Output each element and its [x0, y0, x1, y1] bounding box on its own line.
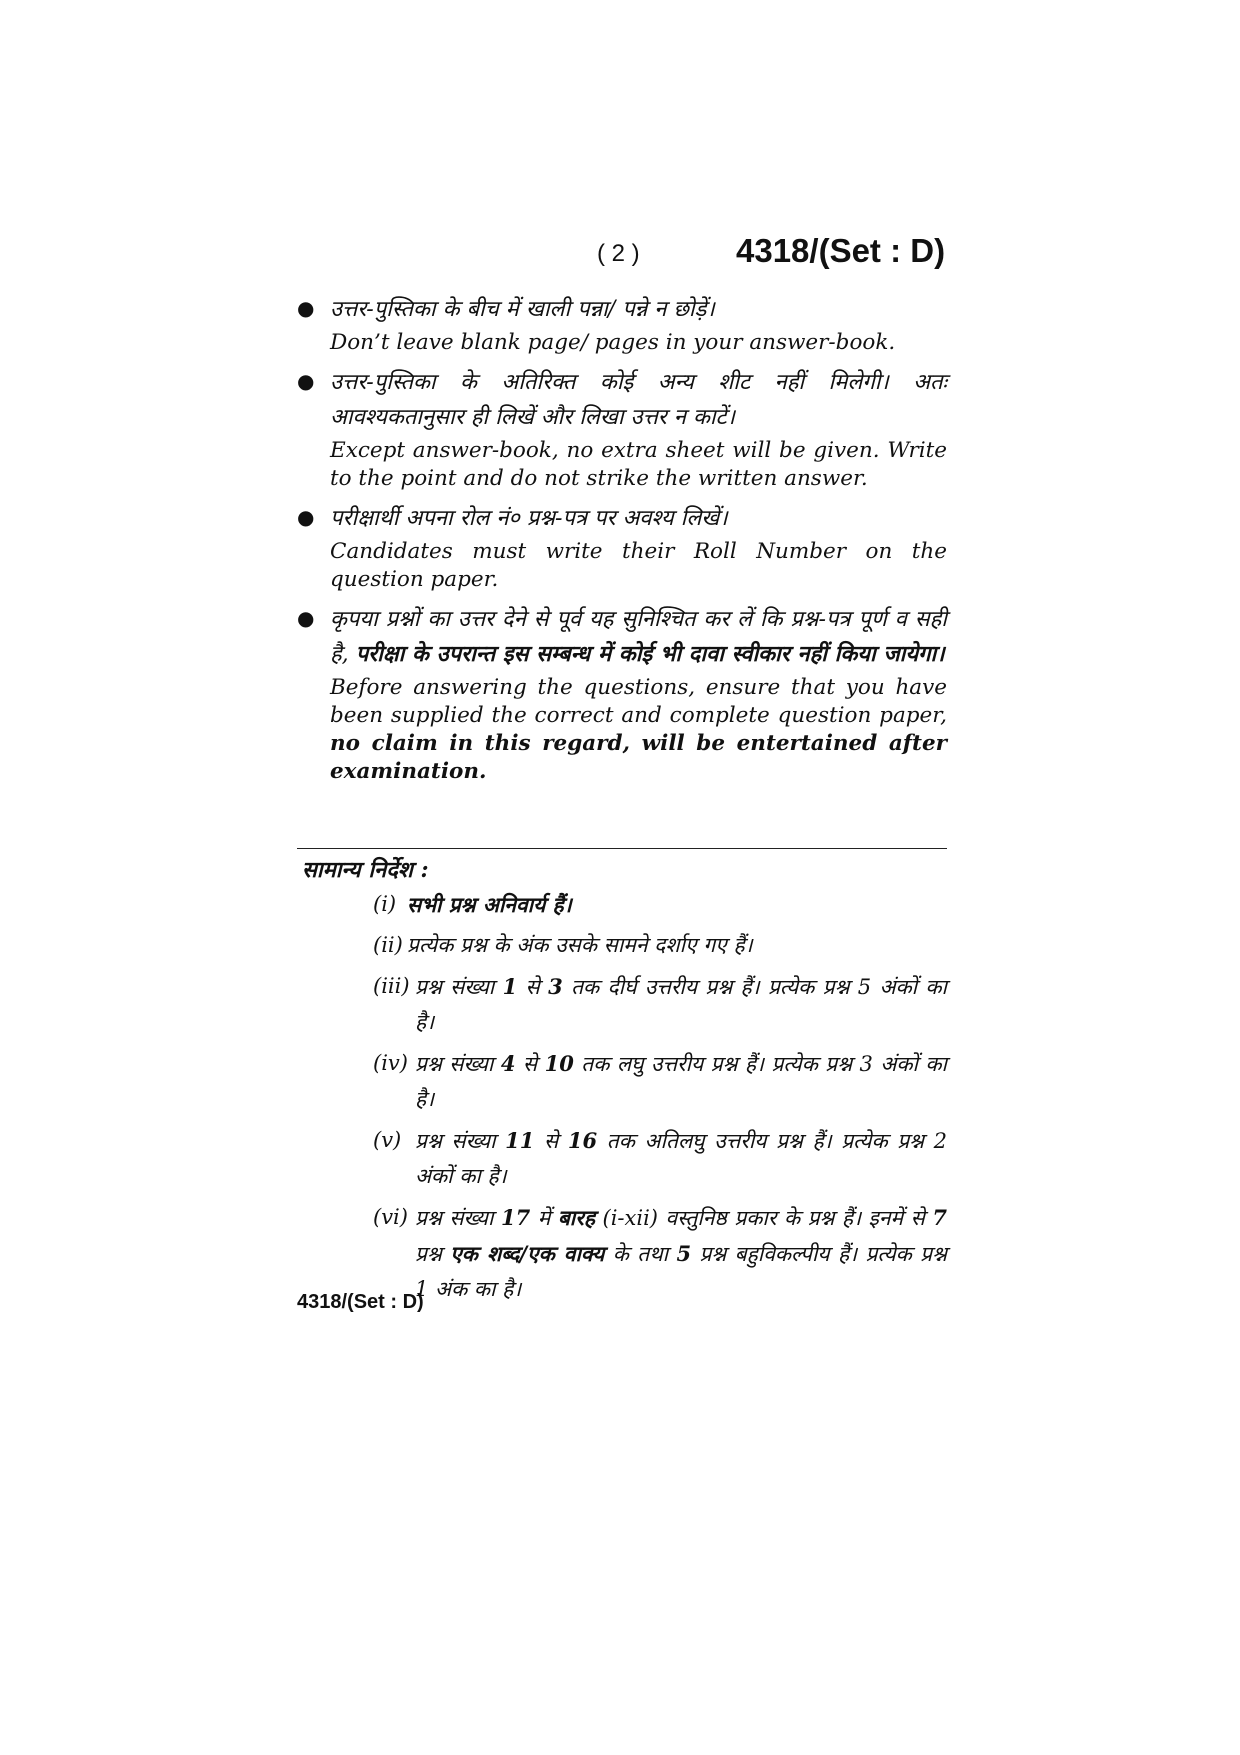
section-divider — [297, 848, 947, 849]
item-text-part: के तथा — [612, 1242, 669, 1266]
item-text-part: (i-xii) वस्तुनिष्ठ प्रकार के प्रश्न हैं। इनमें से — [602, 1206, 925, 1230]
item-number: (iv) — [373, 1051, 408, 1075]
general-instructions-heading: सामान्य निर्देश : — [302, 857, 429, 883]
paper-code-header: 4318/(Set : D) — [736, 232, 946, 269]
item-number-bold: 4 — [500, 1051, 516, 1076]
item-text-part: प्रश्न संख्या — [415, 1206, 494, 1230]
item-text-part: तक लघु उत्तरीय प्रश्न हैं। प्रत्येक प्रश्न 3 अंकों का है। — [415, 1052, 947, 1111]
bullet-icon: ● — [297, 296, 315, 320]
instruction-hindi-bold: परीक्षा के उपरान्त इस सम्बन्ध में कोई भी दावा स्वीकार नहीं किया जायेगा। — [355, 641, 945, 667]
item-number-bold: 3 — [548, 974, 563, 999]
item-number-bold: 11 — [505, 1128, 535, 1153]
item-number: (v) — [373, 1128, 402, 1152]
instruction-english-text: Before answering the questions, ensure that you have been supplied the correct and complete question paper, — [330, 675, 947, 728]
page-number: ( 2 ) — [597, 240, 640, 267]
general-item — [373, 1200, 947, 1307]
instruction-hindi-text: कृपया प्रश्नों का उत्तर देने से पूर्व यह सुनिश्चित कर लें कि प्रश्न-पत्र पूर्ण व सही है, — [330, 607, 947, 667]
item-number-bold: 5 — [676, 1241, 692, 1266]
general-item — [373, 969, 947, 1040]
instruction-english — [330, 674, 947, 786]
instruction-item — [297, 292, 947, 357]
general-item — [373, 1046, 947, 1117]
item-number: (iii) — [373, 974, 410, 998]
instruction-hindi: परीक्षार्थी अपना रोल नं० प्रश्न-पत्र पर अवश्य लिखें। — [330, 506, 728, 531]
item-number-bold: 17 — [500, 1205, 531, 1230]
general-item — [373, 928, 947, 963]
item-number: (i) — [373, 892, 397, 916]
bullet-icon: ● — [297, 505, 315, 529]
item-text-part: से — [544, 1129, 559, 1153]
item-text-bold: एक शब्द/एक वाक्य — [450, 1241, 605, 1266]
item-text-part: से — [522, 1052, 538, 1076]
item-text — [415, 1046, 947, 1117]
item-number-bold: 1 — [502, 974, 518, 999]
general-instructions-list — [373, 887, 947, 1313]
instruction-hindi: उत्तर-पुस्तिका के अतिरिक्त कोई अन्य शीट नहीं मिलेगी। अतः आवश्यकतानुसार ही लिखें और लिखा उत्तर न काटें। — [330, 370, 947, 430]
item-text-part: तक दीर्घ उत्तरीय प्रश्न हैं। प्रत्येक प्रश्न 5 अंकों का है। — [415, 975, 947, 1034]
item-text-part: प्रश्न संख्या — [415, 1052, 494, 1076]
instruction-item — [297, 501, 947, 594]
item-text: सभी प्रश्न अनिवार्य हैं। — [407, 892, 572, 917]
instruction-english-bold: no claim in this regard, will be entertained after examination. — [330, 731, 947, 784]
instruction-hindi — [330, 602, 947, 672]
instruction-english: Candidates must write their Roll Number on the question paper. — [330, 539, 947, 592]
item-text — [415, 1200, 947, 1307]
item-number-bold: 10 — [544, 1051, 574, 1076]
paper-code-footer: 4318/(Set : D) — [297, 1291, 424, 1313]
item-number: (vi) — [373, 1205, 408, 1229]
item-text: प्रत्येक प्रश्न के अंक उसके सामने दर्शाए गए हैं। — [407, 933, 753, 957]
item-text-part: से — [525, 975, 540, 999]
instruction-english: Don’t leave blank page/ pages in your answer-book. — [330, 330, 896, 355]
item-number-bold: 7 — [932, 1205, 947, 1230]
item-text-part: प्रश्न संख्या — [415, 1129, 496, 1153]
item-text-bold: बारह — [557, 1205, 595, 1230]
general-item — [373, 887, 947, 922]
item-text-part: में — [537, 1206, 551, 1230]
instruction-english: Except answer-book, no extra sheet will be given. Write to the point and do not strike the written answer. — [330, 438, 947, 491]
instruction-list — [297, 292, 947, 794]
item-text — [415, 969, 947, 1040]
general-item — [373, 1123, 947, 1194]
bullet-icon: ● — [297, 606, 315, 630]
bullet-icon: ● — [297, 369, 315, 393]
instruction-item — [297, 365, 947, 493]
item-number: (ii) — [373, 933, 403, 957]
item-text-part: तक अतिलघु उत्तरीय प्रश्न हैं। प्रत्येक प्रश्न 2 अंकों का है। — [415, 1129, 947, 1188]
item-text-part: प्रश्न — [415, 1242, 442, 1266]
item-number-bold: 16 — [567, 1128, 598, 1153]
item-text-part: प्रश्न संख्या — [415, 975, 495, 999]
instruction-hindi: उत्तर-पुस्तिका के बीच में खाली पन्ना/ पन्ने न छोड़ें। — [330, 297, 715, 322]
instruction-item — [297, 602, 947, 786]
item-text-part: प्रश्न बहुविकल्पीय हैं। प्रत्येक प्रश्न 1 अंक का है। — [415, 1242, 947, 1301]
item-text — [415, 1123, 947, 1194]
